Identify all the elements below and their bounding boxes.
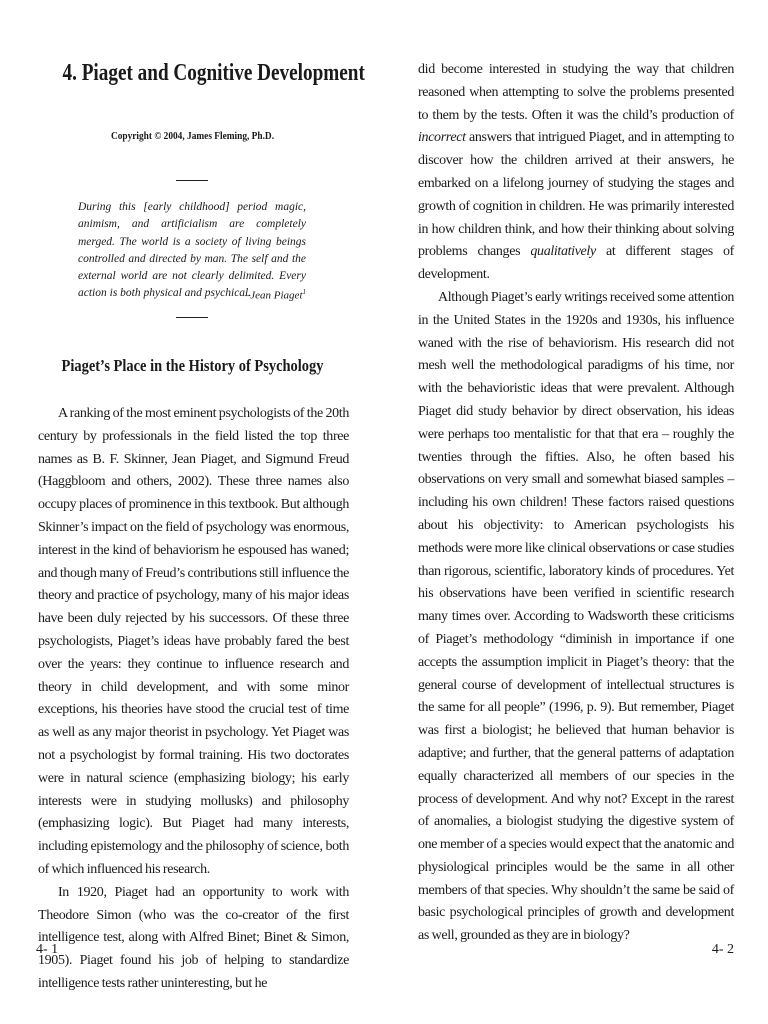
left-paragraph-2: In 1920, Piaget had an opportunity to work with Theodore Simon (who was the co-creator of the first intelligence test, along with Alfred Binet; Binet & Simon, 1905). Piaget found his job of helping to standardize intelligence tests rather uninteresting, but he [38,884,349,991]
emphasis-qualitatively: qualitatively [530,244,596,260]
left-paragraph-1: A ranking of the most eminent psychologists of the 20th century by professionals in the field listed the top three names as B. F. Skinner, Jean Piaget, and Sigmund Freud (Haggbloom and others, 2002). These three names also occupy places of prominence in this textbook. But although Skinner’s impact on the field of psychology was enormous, interest in the kind of behaviorism he espoused has waned; and though many of Freud’s contributions still influence the theory and practice of psychology, many of his major ideas have been duly rejected by his successors. Of these three psychologists, Piaget’s ideas have probably fared the best over the years: they continue to influence research and theory in child development, and with some minor exceptions, his theories have stood the crucial test of time as well as any major theorist in psychology. Yet Piaget was not a psychologist by formal training. His two doctorates were in natural science (emphasizing biology; his early interests were in studying mollusks) and philosophy (emphasizing logic). But Piaget had many interests, including epistemology and the philosophy of science, both of which influenced his research. [38,406,349,877]
continuation-text-c: at different stages of development. [418,244,734,283]
right-body-text [418,59,734,948]
right-paragraph-2: Although Piaget’s early writings received some attention in the United States in the 1920s and 1930s, his influence waned with the rise of behaviorism. His research did not mesh well the methodological paradigms of his time, nor with the behavioristic ideas that were prevalent. Although Piaget did study behavior by direct observation, his ideas were perhaps too mentalistic for that that era – roughly the twenties through the fifties. Also, he often based his observations on very small and somewhat biased samples – including his own children! These factors raised questions about his objectivity: to American psychologists his methods were more like clinical observations or case studies than rigorous, scientific, laboratory kinds of procedures. Yet his observations have been verified in scientific research many times over. According to Wadsworth these criticisms of Piaget’s methodology “diminish in importance if one accepts the assumption implicit in Piaget’s theory: that the general course of development of intellectual structures is the same for all people” (1996, p. 9). But remember, Piaget was first a biologist; he believed that human behavior is adaptive; and further, that the general patterns of adaptation equally characterized all members of our species in the process of development. And why not? Except in the rarest of anomalies, a biologist studying the digestive system of one member of a species would expect that the anatomic and physiological principles would be the same in all other members of that species. Why shouldn’t the same be said of basic psychological principles of growth and development as well, grounded as they are in biology? [418,289,734,944]
epigraph-attribution [78,288,306,302]
left-body-text [38,403,349,996]
footnote-mark: 1 [302,288,306,296]
continuation-text-a: did become interested in studying the way that children reasoned when attempting to solve the problems presented to them by the tests. Often it was the child’s production of [418,62,734,123]
emphasis-incorrect: incorrect [418,130,466,146]
section-heading: Piaget’s Place in the History of Psychology [61,356,324,375]
right-paragraph-1 [418,59,734,287]
page-number-left: 4- 1 [36,942,59,957]
divider-bottom [176,317,208,318]
right-page [384,0,768,1024]
divider-top [176,180,208,181]
epigraph-author: –Jean Piaget [244,289,303,302]
copyright-line: Copyright © 2004, James Fleming, Ph.D. [110,130,275,142]
chapter-title: 4. Piaget and Cognitive Development [62,60,365,86]
continuation-text-b: answers that intrigued Piaget, and in attempting to discover how the children arrived at their answers, he embarked on a lifelong journey of studying the stages and growth of cognition in children. He was primarily interested in how children think, and how their thinking about solving problems changes [418,130,734,260]
epigraph: During this [early childhood] period magic, animism, and artificialism are completely merged. The world is a society of living beings controlled and directed by man. The self and the external world are not clearly delimited. Every action is both physical and psychical. [78,201,306,300]
page-number-right: 4- 2 [711,942,734,957]
